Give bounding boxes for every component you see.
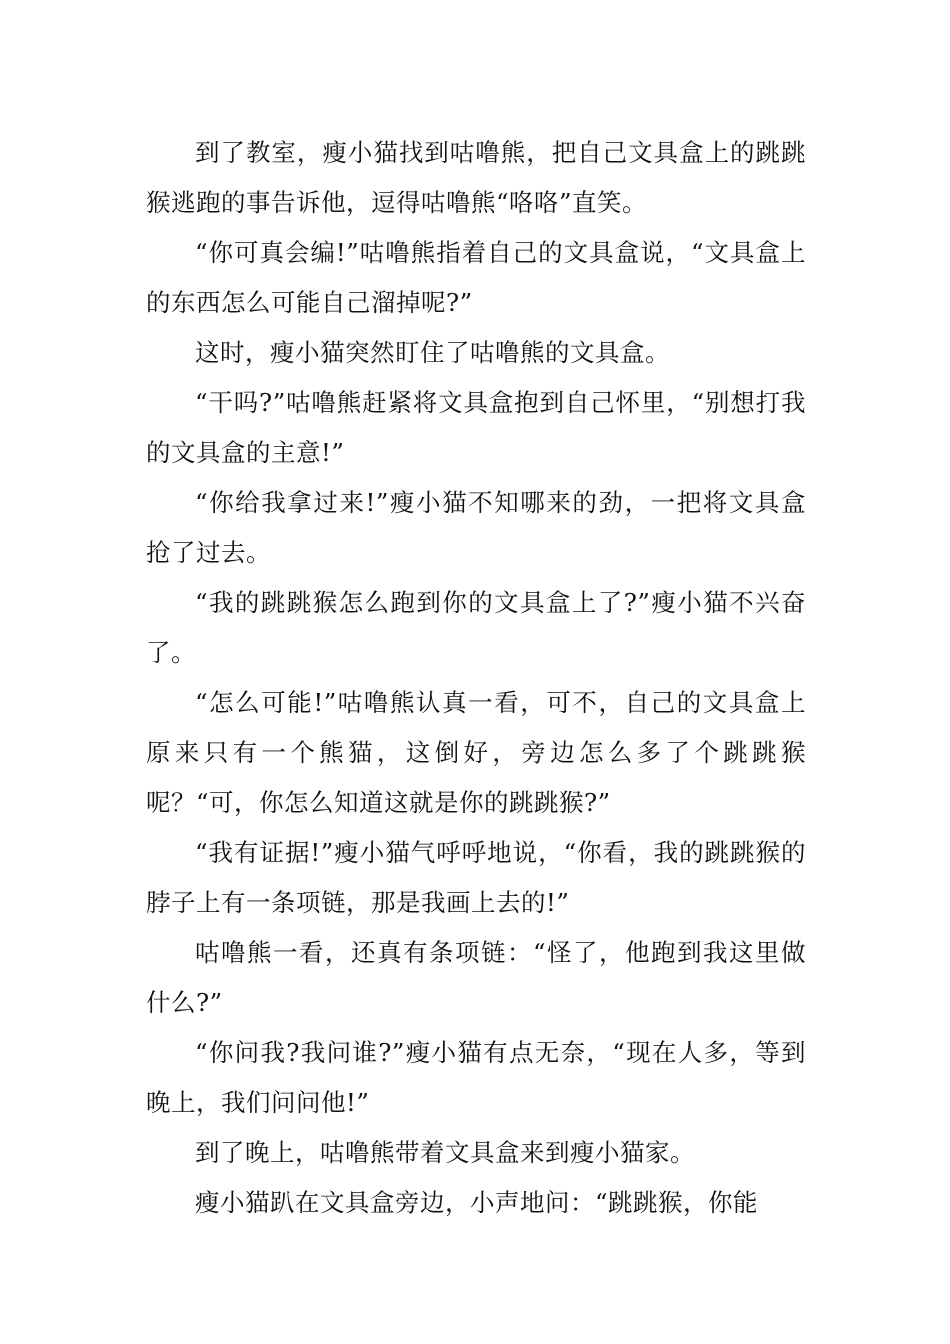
story-text	[146, 128, 806, 1228]
paragraph: “我有证据!”瘦小猫气呼呼地说，“你看，我的跳跳猴的脖子上有一条项链，那是我画上去的!”	[146, 838, 806, 917]
paragraph: “你给我拿过来!”瘦小猫不知哪来的劲，一把将文具盒抢了过去。	[146, 488, 806, 567]
paragraph: “干吗?”咕噜熊赶紧将文具盒抱到自己怀里，“别想打我的文具盒的主意!”	[146, 388, 806, 467]
paragraph: 咕噜熊一看，还真有条项链：“怪了，他跑到我这里做什么?”	[146, 938, 806, 1017]
paragraph: “我的跳跳猴怎么跑到你的文具盒上了?”瘦小猫不兴奋了。	[146, 588, 806, 667]
paragraph: 瘦小猫趴在文具盒旁边，小声地问：“跳跳猴，你能	[195, 1188, 759, 1217]
paragraph: 到了教室，瘦小猫找到咕噜熊，把自己文具盒上的跳跳猴逃跑的事告诉他，逗得咕噜熊“咯咯”直笑。	[146, 138, 806, 217]
paragraph: “怎么可能!”咕噜熊认真一看，可不，自己的文具盒上原来只有一个熊猫，这倒好，旁边怎么多了个跳跳猴呢？“可，你怎么知道这就是你的跳跳猴?”	[146, 688, 806, 817]
paragraph: 这时，瘦小猫突然盯住了咕噜熊的文具盒。	[195, 338, 670, 367]
paragraph: 到了晚上，咕噜熊带着文具盒来到瘦小猫家。	[195, 1138, 695, 1167]
paragraph: “你问我?我问谁?”瘦小猫有点无奈，“现在人多，等到晚上，我们问问他!”	[146, 1038, 806, 1117]
paragraph: “你可真会编!”咕噜熊指着自己的文具盒说，“文具盒上的东西怎么可能自己溜掉呢?”	[146, 238, 806, 317]
